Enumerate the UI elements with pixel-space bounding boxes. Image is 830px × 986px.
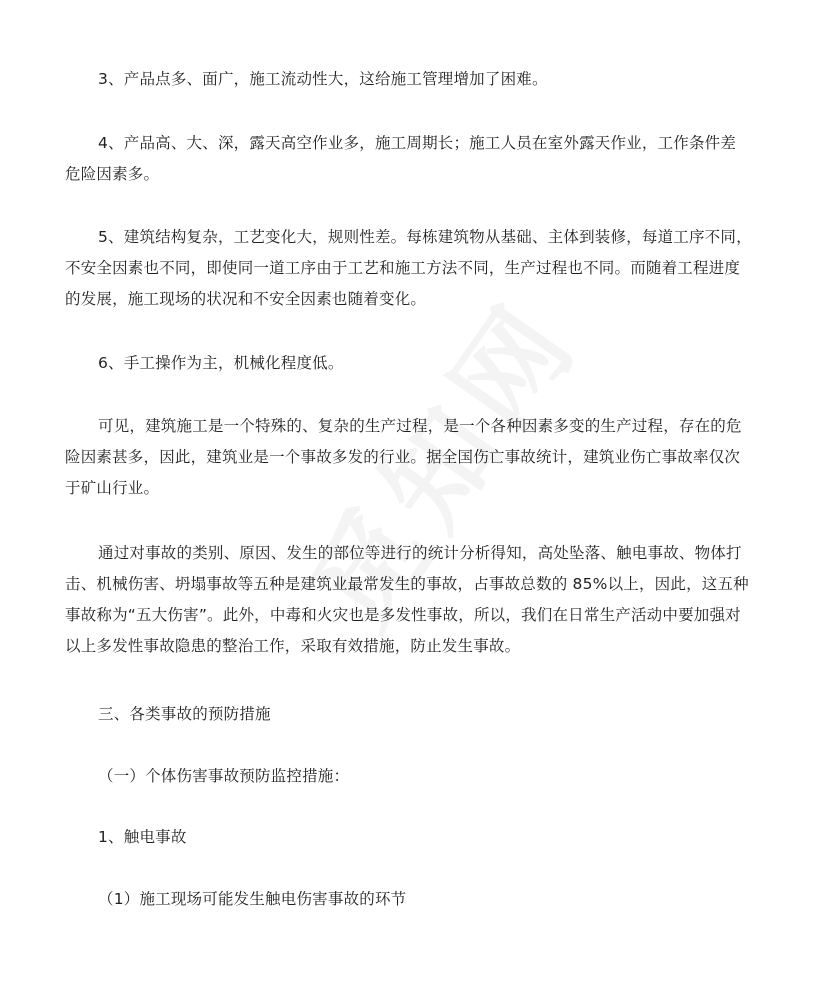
paragraph-line: 险因素甚多，因此，建筑业是一个事故多发的行业。据全国伤亡事故统计，建筑业伤亡事故率仅次 bbox=[65, 448, 741, 466]
paragraph-line: 不安全因素也不同，即使同一道工序由于工艺和施工方法不同，生产过程也不同。而随着工程进度 bbox=[65, 259, 741, 277]
paragraph-item-4 bbox=[65, 128, 777, 190]
paragraph-line: 5、建筑结构复杂，工艺变化大，规则性差。每栋建筑物从基础、主体到装修，每道工序不同， bbox=[98, 228, 752, 246]
paragraph-line: 的发展，施工现场的状况和不安全因素也随着变化。 bbox=[65, 290, 427, 308]
heading-text: 1、触电事故 bbox=[98, 828, 187, 846]
paragraph-line: 4、产品高、大、深，露天高空作业多，施工周期长；施工人员在室外露天作业，工作条件差 bbox=[98, 134, 737, 152]
paragraph-conclusion bbox=[65, 411, 777, 504]
paragraph-line: 击、机械伤害、坍塌事故等五种是建筑业最常发生的事故，占事故总数的 85%以上，因此，这五种 bbox=[65, 575, 749, 593]
subsection-heading bbox=[98, 761, 810, 792]
paragraph-line: 可见，建筑施工是一个特殊的、复杂的生产过程，是一个各种因素多变的生产过程，存在的危 bbox=[98, 417, 742, 435]
paragraph-line: 于矿山行业。 bbox=[65, 479, 160, 497]
paragraph-statistics bbox=[65, 538, 777, 662]
paragraph-line: 危险因素多。 bbox=[65, 165, 160, 183]
paragraph-item-6 bbox=[98, 348, 810, 379]
sub-item-heading bbox=[98, 884, 810, 915]
heading-text: （一）个体伤害事故预防监控措施： bbox=[98, 767, 350, 785]
paragraph-line: 3、产品点多、面广，施工流动性大，这给施工管理增加了困难。 bbox=[98, 70, 548, 88]
heading-text: （1）施工现场可能发生触电伤害事故的环节 bbox=[98, 890, 407, 908]
paragraph-line: 6、手工操作为主，机械化程度低。 bbox=[98, 354, 344, 372]
item-heading bbox=[98, 822, 810, 853]
paragraph-line: 事故称为“五大伤害”。此外，中毒和火灾也是多发性事故，所以，我们在日常生产活动中要加强对 bbox=[65, 606, 741, 624]
paragraph-item-3 bbox=[98, 64, 810, 95]
paragraph-item-5 bbox=[65, 222, 777, 315]
paragraph-line: 以上多发性事故隐患的整治工作，采取有效措施，防止发生事故。 bbox=[65, 637, 521, 655]
section-heading bbox=[98, 699, 810, 730]
paragraph-line: 通过对事故的类别、原因、发生的部位等进行的统计分析得知，高处坠落、触电事故、物体打 bbox=[98, 544, 742, 562]
heading-text: 三、各类事故的预防措施 bbox=[98, 705, 271, 723]
